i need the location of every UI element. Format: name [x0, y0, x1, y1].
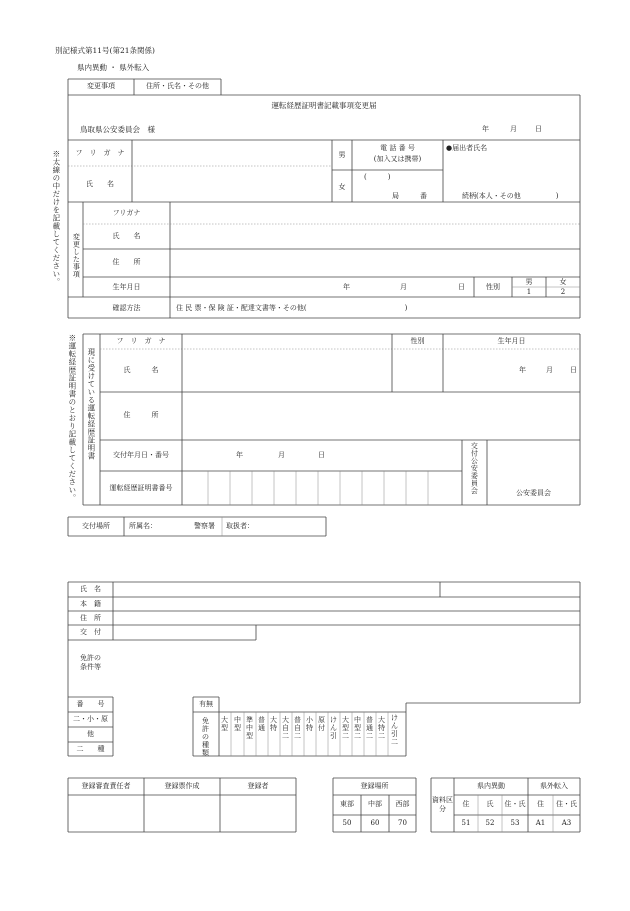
- cert-birth-day: 日: [570, 366, 577, 374]
- cert-address-label: 住 所: [123, 411, 159, 419]
- reg-central: 中部: [368, 800, 382, 808]
- verification-options[interactable]: 住 民 票・保 険 証・配達文書等・その他( ): [176, 304, 408, 312]
- cert-number-label: 運転経歴証明書番号: [109, 484, 173, 492]
- cert-furigana-label: フ リ ガ ナ: [116, 337, 166, 345]
- out-addr-name: 住・氏: [556, 800, 577, 808]
- issue-place-label: 交付場所: [82, 522, 110, 530]
- issuing-commission-label: 交付公安委員会: [470, 442, 479, 495]
- changed-birth-year: 年: [343, 283, 350, 291]
- kind-futsu-ni: 普通二: [366, 716, 373, 741]
- kind-chugata: 中型: [234, 716, 241, 733]
- kind-chugata-ni: 中型二: [354, 716, 361, 741]
- code-a1: A1: [535, 819, 546, 827]
- in-addr: 住: [462, 800, 470, 808]
- police-station-label: 警察署: [194, 522, 215, 530]
- kind-gentsuki: 原付: [318, 716, 325, 733]
- phone-sub-label: (加入又は携帯): [373, 155, 422, 163]
- kind-daiji-ni: 大自二: [282, 716, 289, 741]
- creator-label: 登録票作成: [164, 782, 200, 790]
- changed-sex-male[interactable]: 男: [525, 278, 533, 286]
- changed-birth-day: 日: [458, 283, 465, 291]
- date-month: 月: [510, 125, 517, 133]
- other-label: 他: [87, 730, 94, 738]
- license-name-label: 氏 名: [80, 585, 101, 593]
- bold-line-note: ※太線の中だけを記載してください。: [51, 150, 61, 286]
- license-number-label: 番 号: [76, 700, 105, 708]
- applicant-furigana-label: フ リ ガ ナ: [75, 149, 125, 157]
- addressee: 鳥取県公安委員会 様: [80, 125, 155, 134]
- reg-place-label: 登録場所: [360, 782, 389, 790]
- code-52: 52: [485, 819, 495, 827]
- applicant-female[interactable]: 女: [338, 183, 346, 191]
- changed-furigana-label: フリガナ: [112, 209, 141, 217]
- kind-kenin: けん引: [330, 716, 337, 741]
- verification-label: 確認方法: [112, 304, 141, 312]
- reg-central-code: 60: [370, 819, 380, 827]
- registrar-label: 登録者: [247, 782, 269, 790]
- kind-futsu: 普通: [258, 716, 265, 733]
- presence-label: 有無: [199, 700, 213, 708]
- kind-junchugata: 準中型: [246, 716, 253, 741]
- reg-west-code: 70: [398, 819, 407, 827]
- cert-birth-month: 月: [546, 366, 553, 374]
- cert-issue-year: 年: [236, 451, 243, 459]
- change-item-label: 変更事項: [87, 82, 115, 90]
- out-pref-label: 県外転入: [540, 782, 568, 790]
- change-item-options[interactable]: 住所・氏名・その他: [146, 82, 209, 90]
- license-conditions-label: 免許の 条件等: [80, 654, 101, 672]
- certificate-note: ※運転経歴証明書のとおり記載してください。: [67, 334, 77, 502]
- changed-address-label: 住 所: [112, 258, 141, 266]
- date-day: 日: [535, 125, 542, 133]
- changed-sex-male-code: 1: [526, 288, 532, 296]
- kind-ogata: 大型: [221, 716, 228, 733]
- kind-daitoku: 大特: [270, 716, 277, 733]
- commission-label: 公安委員会: [516, 489, 551, 497]
- move-type-options: 県内異動 ・ 県外転入: [77, 63, 150, 72]
- in-addr-name: 住・氏: [504, 800, 526, 808]
- cert-issue-date-label: 交付年月日・番号: [113, 451, 169, 459]
- changed-birthdate-label: 生年月日: [112, 283, 141, 291]
- reg-east-code: 50: [342, 819, 352, 827]
- date-year: 年: [482, 125, 489, 133]
- second-small-label: 二・小・原: [73, 715, 108, 723]
- cert-birthdate-label: 生年月日: [497, 337, 526, 345]
- changed-section-label: 変更した事項: [72, 233, 81, 278]
- cert-birth-year: 年: [519, 366, 526, 374]
- kind-fuji-ni: 普自二: [294, 716, 301, 741]
- applicant-name-label: 氏 名: [86, 180, 114, 188]
- cert-name-label: 氏 名: [123, 366, 159, 374]
- cert-issue-month: 月: [278, 451, 285, 459]
- applicant-male[interactable]: 男: [338, 151, 346, 159]
- code-53: 53: [510, 819, 520, 827]
- phone-station: 局 番: [392, 192, 427, 200]
- second-type-label: 二 種: [76, 745, 105, 753]
- cert-sex-label: 性別: [410, 337, 425, 345]
- form-number: 別記様式第11号(第21条関係): [55, 46, 155, 55]
- office-label: 所属名：: [129, 522, 157, 530]
- handler-label: 取扱者：: [226, 522, 254, 530]
- changed-name-label: 氏 名: [112, 232, 141, 240]
- phone-area-code[interactable]: ( ): [364, 173, 391, 181]
- submitter-name-label: ●届出者氏名: [446, 144, 488, 152]
- in-pref-label: 県内異動: [477, 782, 505, 790]
- license-domicile-label: 本 籍: [80, 600, 101, 608]
- reg-east: 東部: [340, 800, 354, 808]
- reg-west: 西部: [395, 800, 410, 808]
- relation-field[interactable]: 続柄(本人・その他 ): [462, 192, 559, 200]
- license-issue-label: 交 付: [80, 628, 101, 636]
- license-address-label: 住 所: [80, 614, 101, 622]
- phone-label: 電 話 番 号: [380, 144, 415, 152]
- changed-birth-month: 月: [400, 283, 407, 291]
- changed-sex-female-code: 2: [560, 288, 566, 296]
- kind-ogata-ni: 大型二: [342, 716, 349, 741]
- reviewer-label: 登録審査責任者: [81, 782, 131, 790]
- kind-kotoku: 小特: [306, 716, 313, 733]
- cert-issue-day: 日: [318, 451, 325, 459]
- kind-daitoku-ni: 大特二: [378, 716, 385, 741]
- changed-sex-female[interactable]: 女: [559, 278, 567, 286]
- material-class-label: 資料区分: [432, 796, 453, 814]
- certificate-section-label: 現に受けている運転経歴証明書: [86, 348, 96, 460]
- form-title: 運転経歴証明書記載事項変更届: [271, 101, 377, 110]
- changed-sex-label: 性別: [486, 283, 500, 291]
- code-51: 51: [461, 819, 471, 827]
- out-addr: 住: [537, 800, 544, 808]
- kind-kenin-ni: けん引二: [391, 714, 398, 747]
- license-kinds-label: 免許の種類: [202, 717, 209, 758]
- code-a3: A3: [561, 819, 572, 827]
- in-name: 氏: [486, 800, 494, 808]
